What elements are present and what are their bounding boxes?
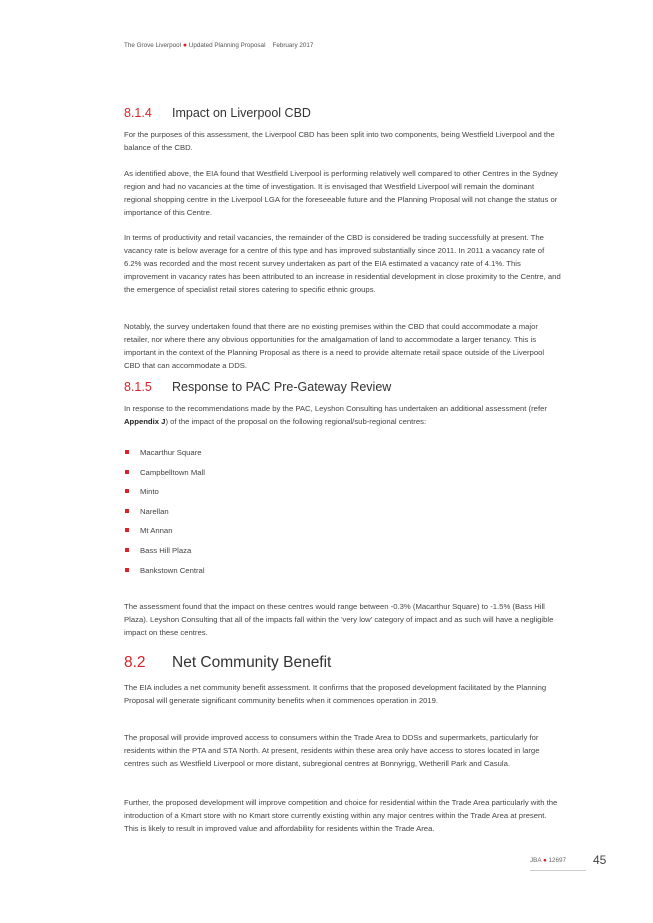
paragraph: Further, the proposed development will improve competition and choice for residential within the Trade Area particularly with the introduction of a Kmart store with no Kmart store currently existing within any major centres within the Trade Area at present. This is likely to result in improved value and affordability for residents within the Trade Area. (124, 798, 558, 833)
list-item (124, 485, 205, 505)
heading-8-1-4 (124, 106, 311, 120)
paragraph: As identified above, the EIA found that Westfield Liverpool is performing relatively well compared to other Centres in the Sydney region and had no vacancies at the time of investigation. It is envisaged that Westfield Liverpool will remain the dominant regional shopping centre in the Liverpool LGA for the foreseeable future and the Planning Proposal will not change the status or importance of this Centre. (124, 169, 559, 217)
section-title: Net Community Benefit (172, 654, 332, 671)
appendix-reference: Appendix J (124, 417, 166, 426)
bullet-icon (125, 489, 129, 493)
centres-list (124, 446, 205, 583)
page-number: 45 (593, 853, 607, 867)
paragraph: For the purposes of this assessment, the Liverpool CBD has been split into two components, being Westfield Liverpool and the balance of the CBD. (124, 130, 555, 152)
paragraph: The EIA includes a net community benefit assessment. It confirms that the proposed development facilitated by the Planning Proposal will generate significant community benefits when it commences operation in 2019. (124, 683, 547, 705)
paragraph: In terms of productivity and retail vacancies, the remainder of the CBD is considered be trading successfully at present. The vacancy rate is below average for a centre of this type and has improved substantially since 2011. In 2011 a vacancy rate of 6.2% was recorded and the most recent survey undertaken as part of the EIA estimated a vacancy rate of 4.1%. This improvement in vacancy rates has been attributed to an increase in residential development in close proximity to the Centre, and the emergence of specialist retail stores catering to specific ethnic groups. (124, 233, 561, 294)
list-item-text: Narellan (140, 506, 169, 516)
section-title: Impact on Liverpool CBD (172, 106, 311, 120)
header-separator-icon: ● (182, 42, 188, 49)
list-item (124, 466, 205, 486)
section-number: 8.2 (124, 654, 146, 671)
footer-org: JBA (530, 857, 542, 864)
paragraph: The assessment found that the impact on these centres would range between -0.3% (Macarthur Square) to -1.5% (Bass Hill Plaza). Leyshon Consulting that all of the impacts fall within the 'very low' category of impact and as such will have a negligible impact on these centres. (124, 602, 554, 637)
header-date: February 2017 (272, 42, 314, 49)
list-item-text: Bass Hill Plaza (140, 545, 192, 555)
header-doc-subtitle: Updated Planning Proposal (188, 42, 266, 49)
list-item (124, 564, 205, 584)
bullet-icon (125, 470, 129, 474)
footer-separator-icon: ● (542, 857, 547, 864)
heading-8-1-5 (124, 380, 391, 394)
bullet-icon (125, 528, 129, 532)
list-item-text: Macarthur Square (140, 448, 202, 457)
footer-divider (530, 870, 586, 871)
footer-reference (530, 857, 566, 864)
bullet-icon (125, 568, 129, 572)
running-header (124, 42, 313, 49)
list-item (124, 544, 205, 564)
intro-text: In response to the recommendations made by the PAC, Leyshon Consulting has undertaken an additional assessment (refer (124, 404, 547, 413)
list-item (124, 505, 205, 525)
list-item-text: Campbelltown Mall (140, 467, 205, 477)
paragraph: Notably, the survey undertaken found that there are no existing premises within the CBD that could accommodate a major retailer, nor where there any obvious opportunities for the amalgamation of land to accommodate a larger tenancy. This is important in the context of the Planning Proposal as there is a need to provide alternate retail space outside of the Liverpool CBD that can accommodate a DDS. (124, 322, 545, 370)
section-title: Response to PAC Pre-Gateway Review (172, 380, 392, 394)
intro-text: ) of the impact of the proposal on the following regional/sub-regional centres: (165, 417, 427, 426)
paragraph: The proposal will provide improved access to consumers within the Trade Area to DDSs and supermarkets, particularly for residents within the PTA and STA North. At present, residents within these area only have access to stores located in large centres such as Westfield Liverpool or more distant, subregional centres at Bonnyrigg, Wetherill Park and Casula. (124, 733, 540, 768)
list-item-text: Minto (140, 487, 159, 497)
list-item (124, 446, 205, 466)
list-item-text: Mt Annan (140, 526, 173, 536)
heading-8-2 (124, 654, 331, 672)
bullet-icon (125, 509, 129, 513)
bullet-icon (125, 548, 129, 552)
bullet-icon (125, 450, 129, 454)
section-number: 8.1.4 (124, 106, 152, 120)
list-item (124, 524, 205, 544)
paragraph (124, 402, 562, 428)
list-item-text: Bankstown Central (140, 565, 205, 575)
section-number: 8.1.5 (124, 380, 152, 394)
header-doc-title: The Grove Liverpool (124, 42, 182, 49)
footer-job-number: 12697 (548, 857, 567, 864)
